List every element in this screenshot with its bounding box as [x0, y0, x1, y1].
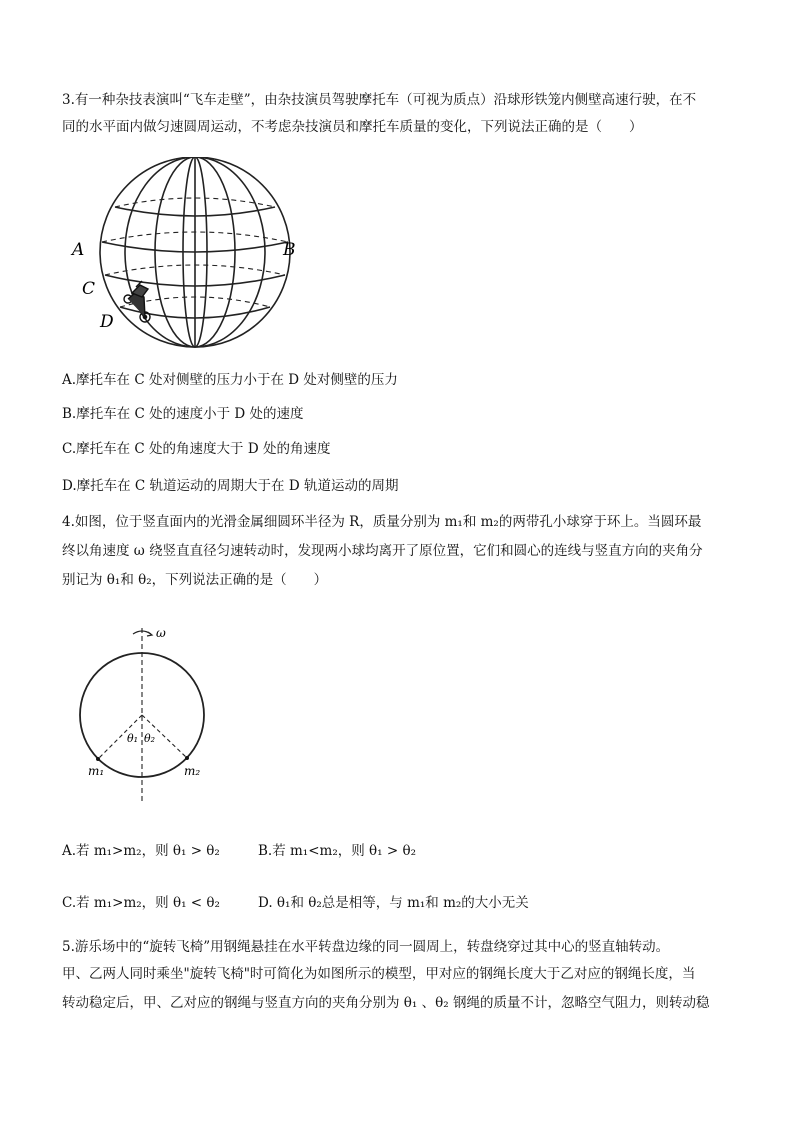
q3-option-d: D.摩托车在 C 轨道运动的周期大于在 D 轨道运动的周期: [62, 478, 399, 494]
q3-option-a: A.摩托车在 C 处对侧壁的压力小于在 D 处对侧壁的压力: [62, 372, 398, 388]
q4-option-a: A.若 m₁>m₂，则 θ₁ > θ₂: [62, 843, 220, 859]
label-omega: ω: [156, 626, 166, 640]
ring-figure: [70, 620, 230, 810]
q4-option-c: C.若 m₁>m₂，则 θ₁ < θ₂: [62, 895, 220, 911]
label-A: A: [72, 240, 85, 260]
sphere-cage-figure: [70, 157, 310, 357]
motorcycle-icon: [124, 281, 150, 322]
label-m1: m₁: [88, 764, 105, 778]
q4-option-d: D. θ₁和 θ₂总是相等，与 m₁和 m₂的大小无关: [258, 895, 529, 911]
q5-stem-line3: 转动稳定后，甲、乙对应的钢绳与竖直方向的夹角分别为 θ₁ 、θ₂ 钢绳的质量不计，忽略空气阻力，则转动稳: [62, 995, 710, 1011]
q4-option-b: B.若 m₁<m₂，则 θ₁ > θ₂: [258, 843, 417, 859]
label-B: B: [283, 240, 296, 260]
q3-stem-line2: 同的水平面内做匀速圆周运动，不考虑杂技演员和摩托车质量的变化，下列说法正确的是（ ）: [62, 119, 643, 135]
label-theta2: θ₂: [144, 732, 156, 745]
label-C: C: [82, 279, 96, 299]
q5-stem-line2: 甲、乙两人同时乘坐"旋转飞椅"时可简化为如图所示的模型，甲对应的钢绳长度大于乙对应的钢绳长度，当: [62, 966, 696, 982]
q4-stem-line1: 4.如图，位于竖直面内的光滑金属细圆环半径为 R，质量分别为 m₁和 m₂的两带孔小球穿于环上。当圆环最: [62, 514, 702, 530]
q3-option-c: C.摩托车在 C 处的角速度大于 D 处的角速度: [62, 441, 331, 457]
label-theta1: θ₁: [127, 732, 139, 745]
q4-stem-line3: 别记为 θ₁和 θ₂，下列说法正确的是（ ）: [62, 572, 328, 588]
q3-option-b: B.摩托车在 C 处的速度小于 D 处的速度: [62, 406, 304, 422]
q3-stem-line1: 3.有一种杂技表演叫“飞车走壁”，由杂技演员驾驶摩托车（可视为质点）沿球形铁笼内侧壁高速行驶，在不: [62, 92, 697, 108]
label-D: D: [100, 312, 114, 332]
label-m2: m₂: [184, 764, 201, 778]
q4-stem-line2: 终以角速度 ω 绕竖直直径匀速转动时，发现两小球均离开了原位置，它们和圆心的连线与竖直方向的夹角分: [62, 543, 703, 559]
q5-stem-line1: 5.游乐场中的“旋转飞椅”用钢绳悬挂在水平转盘边缘的同一圆周上，转盘绕穿过其中心的竖直轴转动。: [62, 939, 670, 955]
